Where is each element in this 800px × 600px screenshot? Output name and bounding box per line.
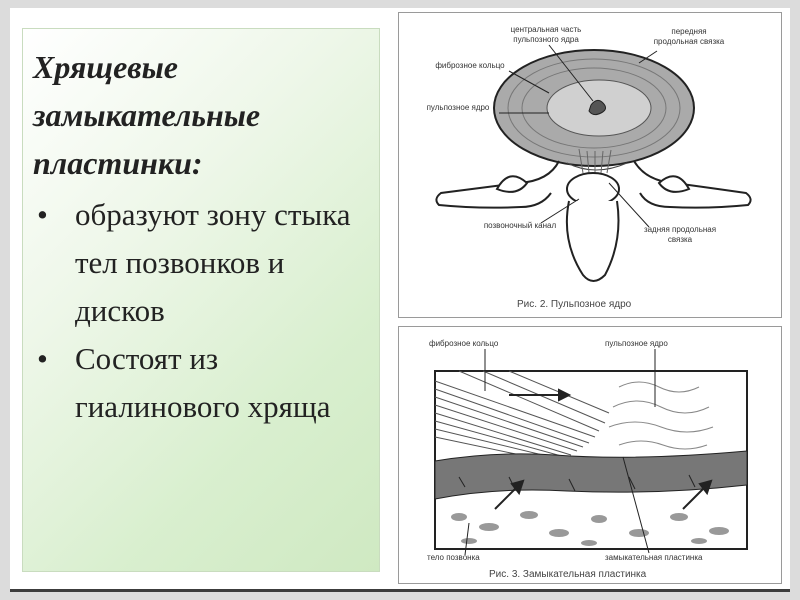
label-central-part: центральная часть пульпозного ядра [510, 25, 582, 44]
vertebra-illustration [399, 13, 781, 317]
label-posterior-ligament: задняя продольная связка [643, 225, 717, 244]
figure-caption: Рис. 2. Пульпозное ядро [517, 299, 632, 310]
bullet-text: образуют зону стыка тел позвонков и дисков [75, 197, 351, 328]
figure-nucleus-pulposus [398, 12, 782, 318]
label-nucleus-pulposus: пульпозное ядро [605, 339, 668, 348]
bullet-item [29, 335, 369, 431]
label-anterior-ligament: передняя продольная связка [653, 27, 725, 46]
endplate-illustration [399, 327, 781, 583]
label-fibrous-ring: фиброзное кольцо [435, 61, 505, 70]
bullet-marker: • [37, 341, 48, 376]
label-fibrous-ring: фиброзное кольцо [429, 339, 499, 348]
bullet-item [29, 191, 369, 335]
slide-title: Хрящевые замыкательные пластинки: [33, 49, 261, 181]
bullet-marker: • [37, 197, 48, 232]
label-spinal-canal: позвоночный канал [483, 221, 557, 230]
label-vertebral-body: тело позвонка [427, 553, 480, 562]
bottom-border-line [10, 589, 790, 592]
bullet-list [29, 191, 369, 431]
figure-endplate [398, 326, 782, 584]
figure-caption: Рис. 3. Замыкательная пластинка [489, 569, 647, 580]
text-panel [22, 28, 380, 572]
label-endplate: замыкательная пластинка [605, 553, 703, 562]
bullet-text: Состоят из гиалинового хряща [75, 341, 331, 424]
label-nucleus-pulposus: пульпозное ядро [426, 103, 490, 112]
